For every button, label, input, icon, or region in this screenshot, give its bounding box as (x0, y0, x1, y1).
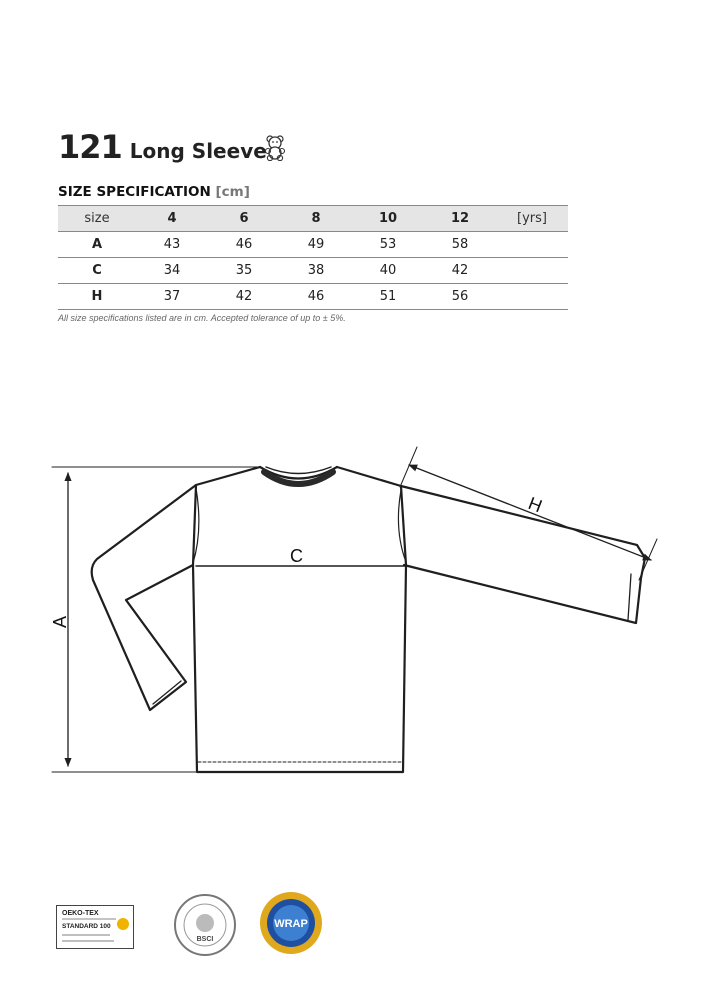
size-column-header: size (84, 211, 110, 226)
row-label: H (91, 289, 103, 304)
table-cell: 58 (451, 237, 469, 252)
product-name: Long Sleeve (129, 139, 267, 163)
table-cell: 56 (451, 289, 469, 304)
right-sleeve (401, 486, 645, 623)
size-header-cell: 8 (311, 211, 321, 226)
tolerance-note: All size specifications listed are in cm. Accepted tolerance of up to ± 5%. (58, 313, 346, 323)
bsci-text: BSCI (196, 936, 214, 943)
oeko-tex-badge (56, 905, 134, 949)
table-cell: 42 (451, 263, 469, 278)
sleeve-extension-bottom (639, 539, 657, 580)
oeko-tex-text: OEKO-TEX (62, 910, 99, 917)
table-cell: 46 (307, 289, 325, 304)
shirt-body-outline (193, 467, 406, 772)
row-label: C (92, 263, 102, 278)
dimension-label-a: A (50, 615, 70, 628)
oeko-standard-text: STANDARD 100 (62, 923, 111, 930)
dimension-label-c: C (290, 546, 303, 566)
table-cell: 34 (163, 263, 181, 278)
table-cell: 40 (379, 263, 397, 278)
size-header-cell: 10 (378, 211, 398, 226)
left-cuff-seam (153, 681, 181, 704)
size-header-cell: 6 (239, 211, 249, 226)
table-cell: 38 (307, 263, 325, 278)
dimension-label-h: H (525, 493, 545, 517)
spec-title-text: SIZE SPECIFICATION (58, 184, 211, 200)
left-sleeve (92, 485, 196, 710)
row-label: A (91, 237, 103, 252)
product-code: 121 (58, 128, 122, 166)
shirt-collar-inner (266, 467, 331, 474)
table-cell: 49 (307, 237, 325, 252)
wrap-text: WRAP (274, 918, 308, 930)
size-header-cell: 4 (167, 211, 177, 226)
size-header-cell: 12 (450, 211, 470, 226)
table-cell: 35 (235, 263, 253, 278)
wrap-badge (258, 890, 324, 956)
table-cell: 53 (379, 237, 397, 252)
table-cell: 46 (235, 237, 253, 252)
spec-title-unit: [cm] (215, 184, 250, 200)
right-cuff (628, 574, 631, 620)
bsci-badge (173, 893, 237, 957)
table-cell: 43 (163, 237, 181, 252)
table-cell: 42 (235, 289, 253, 304)
unit-header: [yrs] (517, 211, 547, 226)
table-cell: 51 (379, 289, 397, 304)
table-cell: 37 (163, 289, 181, 304)
